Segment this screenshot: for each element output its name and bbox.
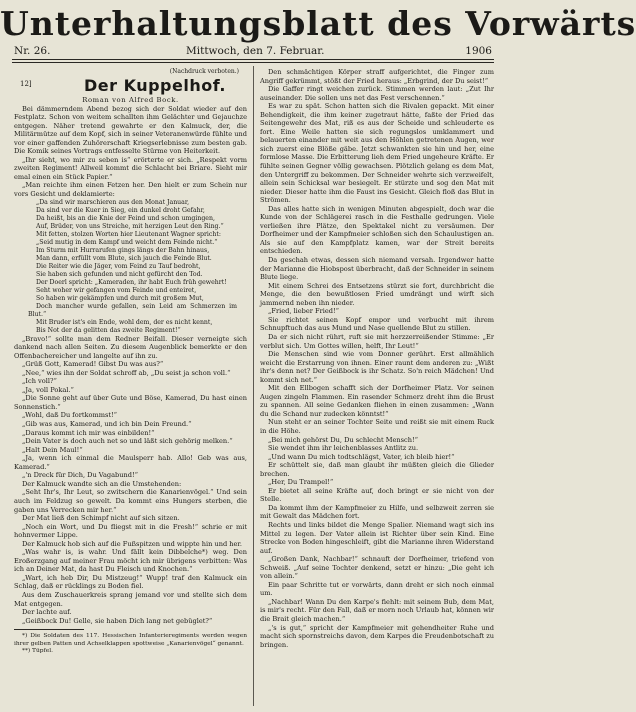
verse-line: Doch mancher wurde gefallen, sein Leid am Schmerzen im Blut.“ bbox=[28, 302, 237, 318]
paragraph: „Wart, ich heb Dir, Du Mistzeug!“ Wupp! traf den Kalmuck ein Schlag, daß er rücklings zu Boden fiel. bbox=[14, 573, 247, 591]
paragraph: „Ich voll?“ bbox=[22, 377, 57, 386]
verse-line: Auf, Brüder, von uns Streiche, mit herzigen Leut den Ring.“ bbox=[36, 222, 224, 230]
verse-line: Seht woher wir gefangen vom Feinde und enteiret, bbox=[36, 286, 197, 294]
paragraph: Den schmächtigen Körper straff aufgerichtet, die Finger zum Angriff gekrümmt, stößt der Fried heraus: „Erbgrind, der Du seist!“ bbox=[260, 68, 494, 85]
verse-line: Im Sturm mit Hurrarufen gings längs der Bahn hinaus, bbox=[36, 246, 210, 254]
paragraph: Die Gaffer ringt weichen zurück. Stimmen werden laut: „Zut Ihr auseinander. Die sollen uns net das Fest verschennen.“ bbox=[260, 85, 494, 102]
issue-year: 1906 bbox=[465, 45, 492, 57]
footnote-text: *) Die Soldaten des 117. Hessischen Infanterieregiments werden wegen ihrer gelben Patten und Achselklappen spottweise „Kanarienvögel“ genannt. bbox=[14, 633, 247, 647]
paragraph: Bei dämmerndem Abend bezog sich der Soldat wieder auf den Festplatz. Schon von weitem schallten ihm Gelächter und Gejauchze entgegen. Näher tretend gewahrte er den Kalmuck, der, die Militärmütze auf dem Kopf, sich in seiner Veteranenwürde fühlte und vor einer gaffenden Zuhörerschaft Kriegserlebnisse zum besten gab. Die Komik seines Vortrags entfesselte Stürme von Heiterkeit. bbox=[14, 104, 247, 156]
article-title: Der Kuppelhof. bbox=[84, 76, 226, 95]
paragraph: Mit einem Schrei des Entsetzens stürzt sie fort, durchbricht die Menge, die den bewußtlosen Fried umdrängt und wirft sich jammernd neben ihn nieder. bbox=[260, 281, 494, 307]
reprint-note: (Nachdruck verboten.) bbox=[169, 68, 239, 75]
paragraph: „Man reichte ihm einen Fetzen her. Den hielt er zum Schein nur vors Gesicht und deklamierte: bbox=[14, 181, 247, 199]
chapter-marker: 12] bbox=[20, 80, 32, 88]
verse-line: „Seid mutig in dem Kampf und weicht dem Feinde nicht.“ bbox=[36, 238, 218, 246]
paragraph: Sie richtet seinen Kopf empor und verbucht mit ihrem Schnupftuch das aus Mund und Nase quellende Blut zu stillen. bbox=[260, 315, 494, 333]
column-divider bbox=[253, 66, 254, 706]
left-text-block-b bbox=[14, 335, 247, 626]
paragraph: Da er sich nicht rührt, ruft sie mit herzzerreißender Stimme: „Er verblut sich. Um Gottes willen, helft, Ihr Leut!“ bbox=[260, 332, 494, 350]
verse-line: Sie haben sich gefunden und nicht gefürcht den Tod. bbox=[36, 270, 203, 278]
paragraph: Es war zu spät. Schon hatten sich die Rivalen gepackt. Mit einer Behendigkeit, die ihm keiner zugetraut hätte, faßte der Fried das Seitengewehr des Mat, riß es aus der Scheide und schleuderte es fort. Eine Weile hatten sie sich regungslos umklammert und belauerten einander mit weit aus den Höhlen getretenen Augen, wer sich zuerst eine Blöße gäbe. Jetzt schwankten sie hin und her, eine formlose Masse. Die Erbitterung lieh dem Fried ungeheure Kräfte. Er fühlte seinen Gegner völlig gewachsen. Plötzlich gelang es dem Mat, den Untergriff zu bekommen. Der Schneider wehrte sich verzweifelt, allein sein Schicksal war besiegelt. Er stürzte und sog den Mat mit nieder. Dieser hatte ihm die Faust ins Gesicht. Gleich floß das Blut in Strömen. bbox=[260, 102, 494, 205]
paragraph: Der lachte auf. bbox=[22, 608, 72, 617]
paragraph: Da kommt ihm der Kampfmeier zu Hilfe, und selbzweit zerren sie mit Gewalt das Mädchen fort. bbox=[260, 503, 494, 521]
paragraph: Der Kalmuck wandte sich an die Umstehenden: bbox=[22, 479, 182, 488]
paragraph: Das alles hatte sich in wenigen Minuten abgespielt, doch war die Kunde von der Schlägerei rasch in die Festhalle gedrungen. Viele verließen ihre Plätze, den Spektakel nicht zu versäumen. Der Dorfheimer und der Kampfmeier schloßen sich den Schaulustigen an. Als sie auf den Kampfplatz kamen, war der Streit bereits entschieden. bbox=[260, 204, 494, 256]
masthead-rule-thin bbox=[12, 62, 494, 63]
paragraph: Der Mat ließ den Schimpf nicht auf sich sitzen. bbox=[22, 514, 180, 523]
paragraph: „Halt Dein Maul!“ bbox=[22, 445, 83, 454]
article-byline: Roman von Alfred Bock. bbox=[82, 96, 179, 104]
footnotes bbox=[14, 633, 247, 655]
paragraph: „'s is gut,“ spricht der Kampfmeier mit gehendheiter Ruhe und macht sich spornstreichs davon, dem Karpes die Freudenbotschaft zu bringen. bbox=[260, 623, 494, 649]
right-column bbox=[260, 68, 494, 708]
left-text-block-a bbox=[14, 105, 247, 199]
paragraph: Die Menschen sind wie vom Donner gerührt. Erst allmählich weicht die Erstarrung von ihnen. Einer raunt dem anderen zu: „Wißt ihr's denn net? Der Geißbock is ihr Schatz. So'n reich Mädchen! Und kommt sich net.“ bbox=[260, 350, 494, 384]
paragraph: „Bravo!“ sollte man dem Redner Beifall. Dieser verneigte sich dankend nach allen Seiten. Zu diesem Augenblick bemerkte er den Offenbachereicher und langelte auf ihn zu. bbox=[14, 334, 247, 360]
paragraph: Sie wendet ihm ihr leichenblasses Antlitz zu. bbox=[268, 444, 419, 453]
verse-line: So haben wir gekämpfen und durch mit großem Mut, bbox=[36, 294, 204, 302]
footnote-text: **) Tüpfel. bbox=[22, 647, 53, 654]
paragraph: Ein paar Schritte tut er vorwärts, dann dreht er sich noch einmal um. bbox=[260, 580, 494, 598]
masthead-rule bbox=[12, 59, 494, 60]
verse-line: Mit Bruder ist's ein Ende, wohl dem, der es nicht kennt, bbox=[36, 318, 213, 326]
verse-line: Da heißt, bis an die Knie der Feind und schon umgingen, bbox=[36, 214, 215, 222]
paragraph: „Nee,“ wies ihn der Soldat schroff ab, „Du seist ja schon voll.“ bbox=[22, 368, 231, 377]
paragraph: „Grüß Gott, Kamerad! Gibst Du was aus?“ bbox=[22, 360, 164, 369]
article-header bbox=[14, 76, 247, 96]
paragraph: „Großen Dank, Nachbar!“ schnauft der Dorfheimer, triefend von Schweiß. „Auf seine Tochter denkend, setzt er hinzu: „Die geht ich von allein.“ bbox=[260, 555, 494, 581]
paragraph: „Ja, voll Pokal.“ bbox=[22, 385, 74, 394]
paragraph: Mit den Ellbogen schafft sich der Dorfheimer Platz. Vor seinen Augen zingeln Flammen. Ein rasender Schmerz dreht ihm die Brust zu spannen. All seine Gedanken fliehen in einen zusammen: „Wann du die Schand nur zudecken könntst!“ bbox=[260, 384, 494, 418]
paragraph: „Seht Ihr's, Ihr Leut, so zwitschern die Kanarienvögel.“ Und sein auch im Feldzug so gewelt. Da kommt eins Hungers sterben, die gaben uns Verrecken mir her.“ bbox=[14, 488, 247, 514]
paragraph: „Ihr sieht, wo mir zu seben is“ erörterte er sich. „Respekt vorm zweiten Regiment! Allweil kommt die Schlacht bei Briare. Sieht mir emal einen ein Stück Papier.“ bbox=[14, 155, 247, 181]
paragraph: Nun steht er an seiner Tochter Seite und reißt sie mit einem Ruck in die Höhe. bbox=[260, 418, 494, 435]
masthead-title: Unterhaltungsblatt des Vorwärts bbox=[0, 4, 636, 43]
issue-number: Nr. 26. bbox=[14, 45, 51, 57]
paragraph: „Ja, wenn ich einmal die Maulsperr hab. Allo! Geb was aus, Kamerad.“ bbox=[14, 454, 247, 471]
paragraph: „Geißbock Du! Gelle, sie haben Dich lang net gebüglet?“ bbox=[22, 616, 213, 625]
paragraph: „Daraus kommt ich mir was einbilden!“ bbox=[22, 428, 155, 437]
paragraph: Er schüttelt sie, daß man glaubt ihr müßten gleich die Glieder brechen. bbox=[260, 461, 494, 478]
paragraph: „Bei mich gehörst Du, Du schlecht Mensch!“ bbox=[268, 435, 419, 444]
paragraph: „Her, Du Trampel!“ bbox=[268, 478, 334, 487]
paragraph: „Und wann Du mich todtschlägst, Vater, ich bleib hier!“ bbox=[268, 452, 455, 461]
paragraph: „Nachbar! Wann Du den Karpe's fiehlt: mit seinem Bub, dem Mat, is mir's recht. Für den Fall, daß er morn noch Urlaub hat, können wir die Brait gleich machen.“ bbox=[260, 597, 494, 623]
paragraph: Der Kalmuck hob sich auf die Fußspitzen und wippte hin und her. bbox=[22, 539, 242, 548]
paragraph: „Dein Vater is doch auch net so und läßt sich gehörig melken.“ bbox=[22, 437, 233, 446]
paragraph: „Fried, lieber Fried!“ bbox=[268, 307, 340, 316]
verse-line: Bis Not der da gelitten das zweite Regiment!“ bbox=[36, 326, 181, 334]
paragraph: „Gib was aus, Kamerad, und ich bin Dein Freund.“ bbox=[22, 420, 192, 429]
war-verse bbox=[14, 199, 247, 335]
verse-line: Der Doerl spricht: „Kameraden, ihr habt Euch früh gewehrt! bbox=[36, 278, 227, 286]
verse-line: „Da sind wir marschieren aus den Monat Januar, bbox=[36, 198, 190, 206]
paragraph: Da geschah etwas, dessen sich niemand versah. Irgendwer hatte der Marianne die Hiobspost überbracht, daß der Schneider in seinem Blute liege. bbox=[260, 256, 494, 282]
footnote-rule bbox=[14, 629, 84, 630]
left-column bbox=[14, 68, 247, 708]
paragraph: Rechts und links bildet die Menge Spalier. Niemand wagt sich ins Mittel zu legen. Der Vater allein ist Richter über sein Kind. Eine Strecke von Boden hingeschleift, gibt die Marianne ihren Widerstand auf. bbox=[260, 520, 494, 555]
paragraph: „'n Dreck für Dich, Du Vagabund!“ bbox=[22, 471, 138, 480]
paragraph: Er bietet all seine Kräfte auf, doch bringt er sie nicht von der Stelle. bbox=[260, 486, 494, 504]
paragraph: Aus dem Zuschauerkreis sprang jemand vor und stellte sich dem Mat entgegen. bbox=[14, 590, 247, 608]
paragraph: „Was wahr is, is wahr. Und fällt kein Dibbelche*) weg. Den Eroßerzgang auf meiner Frau möcht ich mir übrigens verbitten: Was ich an Deiner Mat, da hast Du Fleisch und Knochen.“ bbox=[14, 548, 247, 574]
paragraph: „Noch ein Wort, und Du fliegst mit in die Fresh!“ schrie er mit hohnvermer Lippe. bbox=[14, 522, 247, 540]
issue-line bbox=[14, 44, 492, 58]
verse-line: Man dann, erfüllt vom Blute, sich jauch die Feinde Blut. bbox=[36, 254, 212, 262]
verse-line: Mit fetten, stolzen Worten hier Lieutenant Wagner spricht: bbox=[36, 230, 221, 238]
issue-date: Mittwoch, den 7. Februar. bbox=[186, 45, 325, 57]
paragraph: „Wohl, daß Du fortkommst!“ bbox=[22, 411, 118, 420]
verse-line: Da sind ver die Kuer in Sieg, ein dunkel droht Gefahr, bbox=[36, 206, 205, 214]
paragraph: „Die Sonne geht auf über Gute und Böse, Kamerad, Du hast einen Sonnenstich.“ bbox=[14, 394, 247, 411]
verse-line: Die Reiter wie die Jäger, vom Feind zu Tauf bedroht, bbox=[36, 262, 201, 270]
